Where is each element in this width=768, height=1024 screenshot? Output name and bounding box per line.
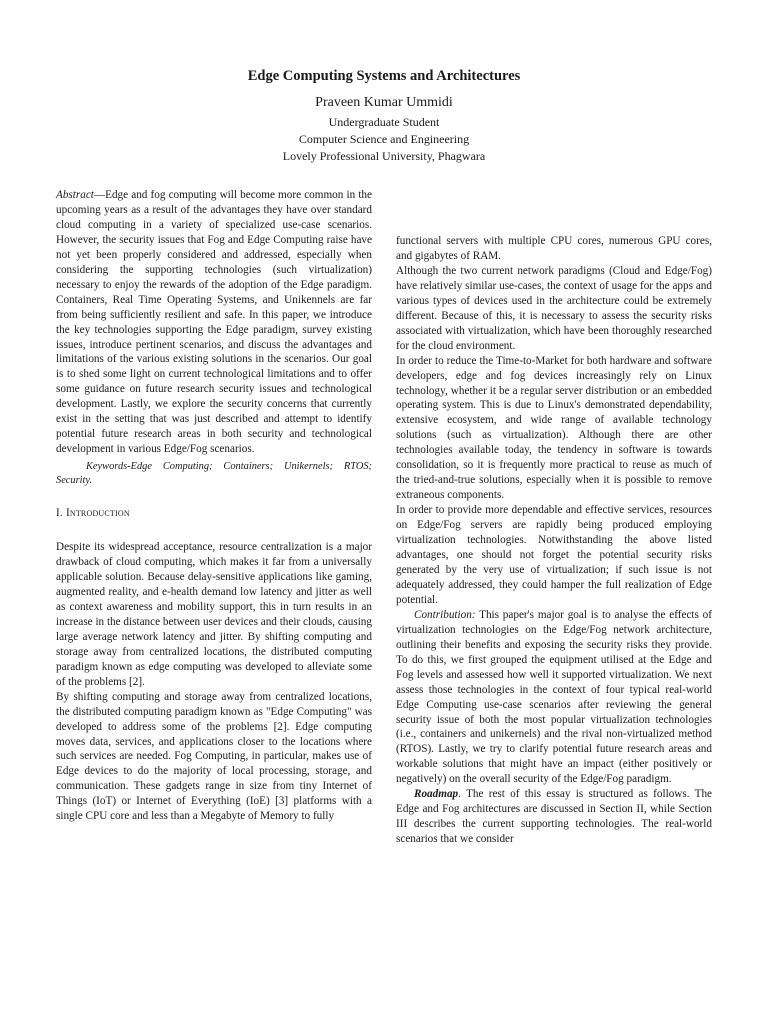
paper-title: Edge Computing Systems and Architectures	[247, 68, 521, 84]
abstract-text: —Edge and fog computing will become more common in the upcoming years as a result of the advantages they have over standard cloud computing in a variety of specialized use-case scenarios. However, the security issues that Fog and Edge Computing raise have not yet been properly considered and addressed, especially when considering the supporting technologies (such virtualization) necessary to enjoy the rewards of the adoption of the Edge paradigm. Containers, Real Time Operating Systems, and Unikennels are far from being sufficiently resilient and safe. In this paper, we introduce the key technologies supporting the Edge paradigm, survey existing issues, introduce pertinent scenarios, and discuss the advantages and limitations of the various existing solutions in the scenarios. Our goal is to shed some light on current technological limitations and to offer some guidance on future research security issues and technological development. Lastly, we explore the security concerns that currently exist in the setting that was just described and attempt to identify potential future research areas in both security and technological development in various Edge/Fog scenarios.	[56, 189, 372, 456]
right-paragraph-3: In order to reduce the Time-to-Market for both hardware and software developers, edge and fog devices increasingly rely on Linux technology, whether it be a regular server distribution or an embedded operating system. This is due to Linux's demonstrated dependability, extensive ecosystem, and wide range of available technology solutions (such as virtualization). Although there are other technologies available today, the tendency in software is towards consolidation, so it is frequently more practical to reuse as much of the tried-and-true solutions, especially when it is possible to remove extraneous components.	[396, 354, 712, 502]
affiliation-role: Undergraduate Student	[328, 115, 440, 129]
author-name: Praveen Kumar Ummidi	[315, 95, 453, 110]
right-paragraph-1: functional servers with multiple CPU cores, numerous GPU cores, and gigabytes of RAM.	[396, 235, 712, 262]
left-column	[56, 188, 372, 824]
contribution-text: This paper's major goal is to analyse the effects of virtualization technologies on the Edge/Fog network architecture, outlining their benefits and exposing the security risks they provide. To do this, we first grouped the equipment utilised at the Edge and Fog levels and assessed how well it supported virtualization. We next assess those technologies in the context of four typical real-world Edge Computing use-case scenarios after reviewing the general security issue of both the most popular virtualization technologies (i.e., containers and unikernels) and the rival non-virtualized method (RTOS). Lastly, we try to clarify potential future research areas and workable solutions that might have an impact (either positively or negatively) on the overall security of the Edge/Fog paradigm.	[396, 608, 712, 786]
section-title: Introduction	[65, 507, 130, 520]
right-paragraph-2: Although the two current network paradigms (Cloud and Edge/Fog) have relatively similar use-cases, the context of usage for the apps and various types of devices used in the architecture could be extremely different. Because of this, it is necessary to assess the security risks associated with virtualization, which have been thoroughly researched for the cloud environment.	[396, 264, 712, 352]
abstract	[56, 188, 372, 457]
section-number: I.	[56, 507, 63, 520]
abstract-label: Abstract	[56, 189, 94, 201]
right-column	[396, 234, 712, 847]
section-heading-introduction	[56, 506, 372, 521]
roadmap-label: Roadmap	[414, 788, 459, 801]
affiliation-department: Computer Science and Engineering	[298, 132, 470, 146]
intro-paragraph-2: By shifting computing and storage away from centralized locations, the distributed computing paradigm known as "Edge Computing" was developed to address some of the problems [2]. Edge computing moves data, services, and applications closer to the locations where such services are needed. Fog Computing, in particular, makes use of Edge devices to do the majority of local processing, storage, and communication. These gadgets range in size from tiny Internet of Things (IoT) or Internet of Everything (IoE) [3] platforms with a single CPU core and less than a Megabyte of Memory to fully	[56, 690, 372, 823]
keywords: Keywords-Edge Computing; Containers; Unikernels; RTOS; Security.	[56, 461, 372, 486]
roadmap-text: . The rest of this essay is structured as follows. The Edge and Fog architectures are discussed in Section II, while Section III describes the current supporting technologies. The real-world scenarios that we consider	[396, 788, 712, 846]
contribution-paragraph	[396, 608, 712, 787]
contribution-label: Contribution:	[414, 608, 476, 621]
paper-header	[0, 66, 768, 165]
intro-paragraph-1: Despite its widespread acceptance, resource centralization is a major drawback of cloud computing, which makes it far from a universally applicable solution. Because delay-sensitive applications like gaming, augmented reality, and e-health demand low latency and jitter as well as context awareness and mobility support, this in turn results in an increase in the distance between user devices and their clouds, causing large average network latency and jitter. By shifting computing and storage away from centralized locations, the distributed computing paradigm known as edge computing was developed to alleviate some of the problems [2].	[56, 541, 372, 688]
affiliation-university: Lovely Professional University, Phagwara	[282, 149, 486, 163]
roadmap-paragraph	[396, 787, 712, 847]
right-paragraph-4: In order to provide more dependable and effective services, resources on Edge/Fog servers are rapidly being produced employing virtualization technologies. Notwithstanding the above listed advantages, one should not forget the potential security risks generated by the very use of virtualization; if such issue is not adequately addressed, they could hamper the full realization of Edge potential.	[396, 504, 712, 606]
